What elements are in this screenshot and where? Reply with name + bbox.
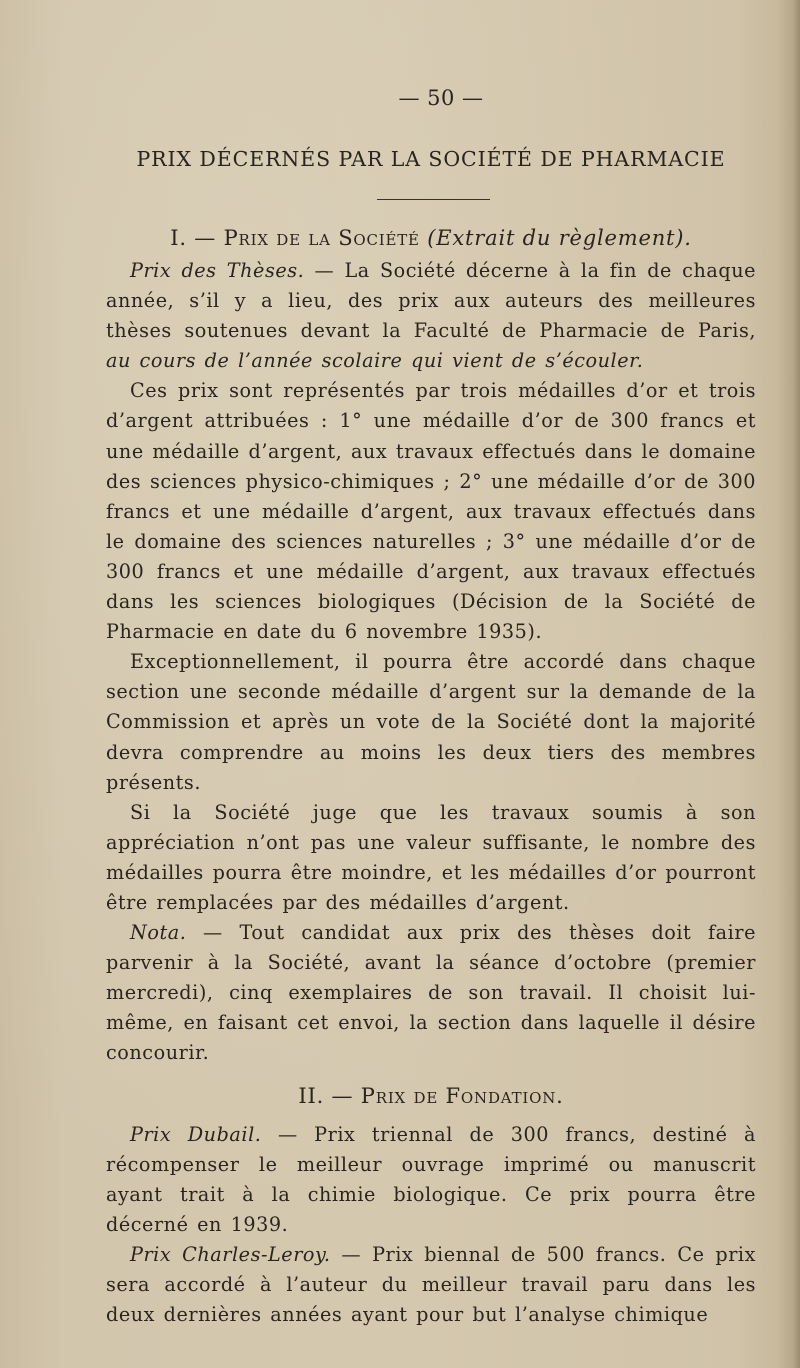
paragraph-medailles: Ces prix sont représentés par trois médailles d’or et trois d’argent attribuées : 1° une médaille d’or de 300 francs et une médaille d’argent, aux travaux effectués dans le domaine des sciences physico-chimiques ; 2° une médaille d’or de 300 francs et une médaille d’argent, aux travaux effectués dans le domaine des sciences naturelles ; 3° une médaille d’or de 300 francs et une médaille d’argent, aux travaux effectués dans les sciences biologiques (Décision de la Société de Pharmacie en date du 6 novembre 1935). (106, 379, 756, 644)
section-1-number: I. — (170, 226, 224, 250)
section-1-heading (106, 223, 756, 253)
section-2-heading (106, 1081, 756, 1111)
title-divider (377, 199, 490, 200)
prix-des-theses-italic: au cours de l’année scolaire qui vient de s’écouler. (106, 349, 644, 373)
paragraph-si-la-societe: Si la Société juge que les travaux soumis à son appréciation n’ont pas une valeur suffisante, le nombre des médailles pourra être moindre, et les médailles d’or pourront être remplacées par des médailles d’argent. (106, 800, 756, 914)
paragraph-prix-des-theses (106, 256, 756, 376)
paragraph-exceptionnellement: Exceptionnellement, il pourra être accordé dans chaque section une seconde médaille d’argent sur la demande de la Commission et après un vote de la Société dont la majorité devra comprendre au moins les deux tiers des membres présents. (106, 650, 756, 794)
section-1-note: (Extrait du règlement). (427, 226, 692, 250)
section-1-title: Prix de la Société (223, 226, 420, 250)
page-title: PRIX DÉCERNÉS PAR LA SOCIÉTÉ DE PHARMACIE (136, 147, 726, 171)
nota-text: — Tout candidat aux prix des thèses doit faire parvenir à la Société, avant la séance d’octobre (premier mercredi), cinq exemplaires de son travail. Il choisit lui-même, en faisant cet envoi, la section dans laquelle il désire concourir. (106, 921, 756, 1065)
prix-des-theses-label: Prix des Thèses. (130, 259, 305, 282)
page-text (106, 80, 756, 1330)
page-number: — 50 — (398, 86, 484, 110)
section-2-title: Prix de Fondation. (360, 1083, 564, 1108)
prix-dubail-label: Prix Dubail. (130, 1122, 262, 1146)
section-2-number: II. — (298, 1083, 361, 1108)
paragraph-prix-dubail (106, 1120, 756, 1240)
paragraph-nota (106, 918, 756, 1068)
prix-charles-leroy-label: Prix Charles-Leroy. (130, 1242, 331, 1266)
prix-dubail-text: — Prix triennal de 300 francs, destiné à récompenser le meilleur ouvrage imprimé ou manuscrit ayant trait à la chimie biologique. Ce prix pourra être décerné en 1939. (106, 1122, 757, 1236)
nota-label: Nota. (130, 921, 187, 945)
paragraph-prix-charles-leroy (106, 1240, 756, 1330)
page-edge-shadow (778, 0, 800, 1368)
prix-charles-leroy-text: — Prix biennal de 500 francs. Ce prix sera accordé à l’auteur du meilleur travail paru dans les deux dernières années ayant pour but l’analyse chimique (106, 1242, 756, 1327)
prix-des-theses-text: — La Société décerne à la fin de chaque année, s’il y a lieu, des prix aux auteurs des meilleures thèses soutenues devant la Faculté de Pharmacie de Paris, (106, 259, 757, 343)
